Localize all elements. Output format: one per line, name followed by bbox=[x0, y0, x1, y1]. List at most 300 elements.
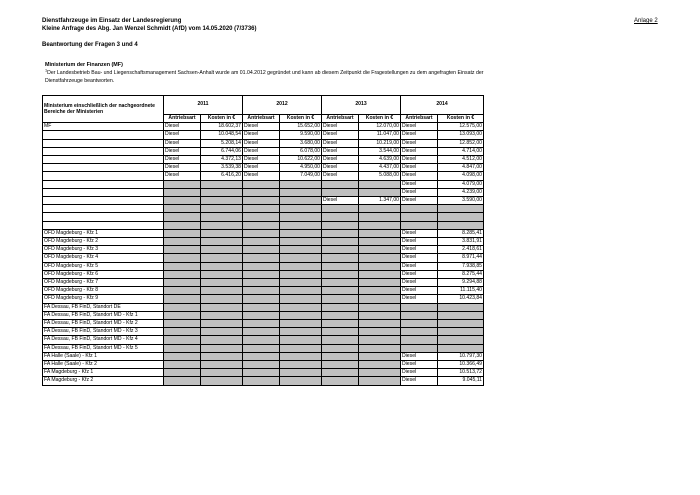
cost-cell: 8.971,44 bbox=[438, 254, 484, 262]
table-row bbox=[43, 377, 484, 385]
cost-cell: 7.938,85 bbox=[438, 262, 484, 270]
empty-cell bbox=[201, 188, 243, 196]
drive-type-cell: Diesel bbox=[322, 131, 359, 139]
empty-cell bbox=[164, 229, 201, 237]
row-label: FA Magdeburg - Kfz 1 bbox=[43, 369, 164, 377]
table-row bbox=[43, 188, 484, 196]
empty-cell bbox=[201, 213, 243, 221]
empty-cell bbox=[164, 336, 201, 344]
vehicle-cost-table bbox=[42, 95, 484, 386]
empty-cell bbox=[201, 369, 243, 377]
table-row bbox=[43, 238, 484, 246]
cost-cell: 2.418,61 bbox=[438, 246, 484, 254]
empty-cell bbox=[438, 221, 484, 229]
year-header: 2013 bbox=[322, 96, 401, 115]
table-row bbox=[43, 164, 484, 172]
cost-cell: 9.294,88 bbox=[438, 279, 484, 287]
empty-cell bbox=[280, 344, 322, 352]
cost-cell: 10.366,49 bbox=[438, 361, 484, 369]
empty-cell bbox=[438, 213, 484, 221]
empty-cell bbox=[164, 295, 201, 303]
empty-cell bbox=[359, 361, 401, 369]
footnote-body: Der Landesbetrieb Bau- und Liegenschaftsmanagement Sachsen-Anhalt wurde am 01.04.2012 gegründet und kann ab diesem Zeitpunkt die Fragestellungen zu dem angefragten Einsatz der Dienstfahrzeuge beantworten. bbox=[45, 70, 484, 84]
drive-type-cell: Diesel bbox=[401, 369, 438, 377]
empty-cell bbox=[322, 229, 359, 237]
drive-type-cell: Diesel bbox=[322, 139, 359, 147]
drive-type-cell: Diesel bbox=[401, 164, 438, 172]
cost-cell: 4.639,00 bbox=[359, 156, 401, 164]
table-row bbox=[43, 131, 484, 139]
empty-cell bbox=[243, 279, 280, 287]
empty-cell bbox=[164, 262, 201, 270]
empty-cell bbox=[280, 279, 322, 287]
cost-cell: 10.513,72 bbox=[438, 369, 484, 377]
empty-cell bbox=[322, 336, 359, 344]
cost-cell: 13.093,00 bbox=[438, 131, 484, 139]
empty-cell bbox=[243, 262, 280, 270]
empty-cell bbox=[401, 303, 438, 311]
table-row bbox=[43, 295, 484, 303]
empty-cell bbox=[359, 205, 401, 213]
table-row bbox=[43, 213, 484, 221]
empty-cell bbox=[164, 369, 201, 377]
empty-cell bbox=[280, 361, 322, 369]
cost-cell: 4.847,00 bbox=[438, 164, 484, 172]
row-label: OFD Magdeburg - Kfz 1 bbox=[43, 229, 164, 237]
cost-cell: 10.622,00 bbox=[280, 156, 322, 164]
cost-cell: 8.285,41 bbox=[438, 229, 484, 237]
empty-cell bbox=[280, 246, 322, 254]
cost-cell: 4.950,00 bbox=[280, 164, 322, 172]
drive-type-cell: Diesel bbox=[401, 270, 438, 278]
cost-cell: 12.852,00 bbox=[438, 139, 484, 147]
row-label: OFD Magdeburg - Kfz 3 bbox=[43, 246, 164, 254]
empty-cell bbox=[280, 311, 322, 319]
empty-cell bbox=[438, 311, 484, 319]
cost-cell: 1.347,00 bbox=[359, 197, 401, 205]
empty-cell bbox=[164, 180, 201, 188]
empty-cell bbox=[280, 188, 322, 196]
drive-type-header: Antriebsart bbox=[401, 115, 438, 123]
empty-cell bbox=[359, 369, 401, 377]
row-label: FA Dessau, FB FinD, Standort MD - Kfz 1 bbox=[43, 311, 164, 319]
empty-cell bbox=[243, 246, 280, 254]
empty-cell bbox=[201, 205, 243, 213]
drive-type-cell: Diesel bbox=[164, 164, 201, 172]
empty-cell bbox=[201, 287, 243, 295]
empty-cell bbox=[201, 361, 243, 369]
empty-cell bbox=[359, 336, 401, 344]
table-row bbox=[43, 361, 484, 369]
empty-cell bbox=[359, 188, 401, 196]
empty-cell bbox=[164, 344, 201, 352]
drive-type-cell: Diesel bbox=[243, 139, 280, 147]
cost-cell: 5.088,00 bbox=[359, 172, 401, 180]
empty-cell bbox=[280, 180, 322, 188]
empty-cell bbox=[243, 336, 280, 344]
empty-cell bbox=[243, 221, 280, 229]
table-row bbox=[43, 180, 484, 188]
empty-cell bbox=[280, 320, 322, 328]
empty-cell bbox=[322, 205, 359, 213]
empty-cell bbox=[164, 328, 201, 336]
row-label: OFD Magdeburg - Kfz 8 bbox=[43, 287, 164, 295]
empty-cell bbox=[201, 238, 243, 246]
empty-cell bbox=[359, 377, 401, 385]
cost-cell: 10.423,84 bbox=[438, 295, 484, 303]
empty-cell bbox=[280, 262, 322, 270]
empty-cell bbox=[201, 262, 243, 270]
empty-cell bbox=[359, 270, 401, 278]
row-label: OFD Magdeburg - Kfz 2 bbox=[43, 238, 164, 246]
drive-type-cell: Diesel bbox=[401, 377, 438, 385]
empty-cell bbox=[243, 188, 280, 196]
drive-type-cell: Diesel bbox=[322, 164, 359, 172]
empty-cell bbox=[322, 361, 359, 369]
empty-cell bbox=[322, 287, 359, 295]
empty-cell bbox=[201, 279, 243, 287]
drive-type-header: Antriebsart bbox=[164, 115, 201, 123]
row-label: OFD Magdeburg - Kfz 9 bbox=[43, 295, 164, 303]
row-label bbox=[43, 188, 164, 196]
drive-type-cell: Diesel bbox=[243, 123, 280, 131]
table-row bbox=[43, 147, 484, 155]
empty-cell bbox=[201, 352, 243, 360]
empty-cell bbox=[243, 238, 280, 246]
table-row bbox=[43, 172, 484, 180]
empty-cell bbox=[438, 205, 484, 213]
empty-cell bbox=[164, 238, 201, 246]
drive-type-cell: Diesel bbox=[243, 147, 280, 155]
empty-cell bbox=[359, 295, 401, 303]
table-row bbox=[43, 205, 484, 213]
drive-type-cell: Diesel bbox=[164, 147, 201, 155]
empty-cell bbox=[280, 377, 322, 385]
cost-cell: 9.045,11 bbox=[438, 377, 484, 385]
row-label: FA Dessau, FB FinD, Standort MD - Kfz 3 bbox=[43, 328, 164, 336]
empty-cell bbox=[164, 221, 201, 229]
empty-cell bbox=[438, 328, 484, 336]
drive-type-cell: Diesel bbox=[243, 172, 280, 180]
empty-cell bbox=[280, 328, 322, 336]
empty-cell bbox=[322, 213, 359, 221]
empty-cell bbox=[164, 188, 201, 196]
drive-type-cell: Diesel bbox=[322, 156, 359, 164]
empty-cell bbox=[280, 238, 322, 246]
cost-cell: 11.115,40 bbox=[438, 287, 484, 295]
cost-cell: 7.049,00 bbox=[280, 172, 322, 180]
table-row bbox=[43, 320, 484, 328]
empty-cell bbox=[359, 303, 401, 311]
empty-cell bbox=[322, 369, 359, 377]
year-header: 2014 bbox=[401, 96, 484, 115]
year-header: 2011 bbox=[164, 96, 243, 115]
empty-cell bbox=[280, 303, 322, 311]
empty-cell bbox=[243, 303, 280, 311]
empty-cell bbox=[322, 303, 359, 311]
empty-cell bbox=[201, 254, 243, 262]
empty-cell bbox=[243, 328, 280, 336]
row-label: MF bbox=[43, 123, 164, 131]
empty-cell bbox=[359, 352, 401, 360]
empty-cell bbox=[280, 369, 322, 377]
empty-cell bbox=[359, 221, 401, 229]
empty-cell bbox=[359, 287, 401, 295]
empty-cell bbox=[359, 254, 401, 262]
drive-type-cell: Diesel bbox=[164, 156, 201, 164]
drive-type-cell: Diesel bbox=[401, 172, 438, 180]
table-row bbox=[43, 123, 484, 131]
cost-cell: 4.079,00 bbox=[438, 180, 484, 188]
cost-cell: 3.831,91 bbox=[438, 238, 484, 246]
table-row bbox=[43, 352, 484, 360]
empty-cell bbox=[164, 361, 201, 369]
drive-type-cell: Diesel bbox=[401, 131, 438, 139]
empty-cell bbox=[322, 377, 359, 385]
empty-cell bbox=[201, 344, 243, 352]
empty-cell bbox=[322, 344, 359, 352]
drive-type-cell: Diesel bbox=[401, 197, 438, 205]
drive-type-cell: Diesel bbox=[401, 147, 438, 155]
empty-cell bbox=[322, 311, 359, 319]
cost-cell: 5.208,14 bbox=[201, 139, 243, 147]
empty-cell bbox=[401, 221, 438, 229]
cost-cell: 4.239,00 bbox=[438, 188, 484, 196]
table-row bbox=[43, 344, 484, 352]
row-label: FA Halle (Saale) - Kfz 1 bbox=[43, 352, 164, 360]
empty-cell bbox=[243, 295, 280, 303]
empty-cell bbox=[243, 352, 280, 360]
empty-cell bbox=[401, 213, 438, 221]
drive-type-cell: Diesel bbox=[401, 287, 438, 295]
cost-cell: 3.680,00 bbox=[280, 139, 322, 147]
empty-cell bbox=[280, 336, 322, 344]
table-body bbox=[43, 123, 484, 385]
cost-cell: 3.590,00 bbox=[438, 197, 484, 205]
empty-cell bbox=[359, 320, 401, 328]
drive-type-cell: Diesel bbox=[401, 262, 438, 270]
empty-cell bbox=[201, 221, 243, 229]
drive-type-cell: Diesel bbox=[401, 188, 438, 196]
empty-cell bbox=[438, 320, 484, 328]
empty-cell bbox=[280, 254, 322, 262]
cost-cell: 4.512,00 bbox=[438, 156, 484, 164]
row-label bbox=[43, 172, 164, 180]
cost-cell: 6.078,00 bbox=[280, 147, 322, 155]
drive-type-cell: Diesel bbox=[401, 352, 438, 360]
empty-cell bbox=[359, 328, 401, 336]
drive-type-cell: Diesel bbox=[401, 254, 438, 262]
cost-cell: 10.219,00 bbox=[359, 139, 401, 147]
cost-cell: 4.714,00 bbox=[438, 147, 484, 155]
empty-cell bbox=[359, 180, 401, 188]
row-label: FA Dessau, FB FinD, Standort MD - Kfz 4 bbox=[43, 336, 164, 344]
table-row bbox=[43, 369, 484, 377]
cost-header: Kosten in € bbox=[201, 115, 243, 123]
drive-type-cell: Diesel bbox=[164, 123, 201, 131]
empty-cell bbox=[201, 197, 243, 205]
drive-type-cell: Diesel bbox=[164, 172, 201, 180]
drive-type-cell: Diesel bbox=[401, 156, 438, 164]
row-label bbox=[43, 180, 164, 188]
empty-cell bbox=[164, 287, 201, 295]
empty-cell bbox=[359, 262, 401, 270]
cost-header: Kosten in € bbox=[359, 115, 401, 123]
table-row bbox=[43, 311, 484, 319]
empty-cell bbox=[201, 377, 243, 385]
empty-cell bbox=[359, 246, 401, 254]
ministry-heading: Ministerium der Finanzen (MF) bbox=[45, 62, 123, 68]
empty-cell bbox=[201, 270, 243, 278]
empty-cell bbox=[243, 254, 280, 262]
table-row bbox=[43, 303, 484, 311]
drive-type-cell: Diesel bbox=[401, 361, 438, 369]
row-label bbox=[43, 147, 164, 155]
empty-cell bbox=[243, 320, 280, 328]
table-row bbox=[43, 262, 484, 270]
empty-cell bbox=[243, 229, 280, 237]
empty-cell bbox=[280, 205, 322, 213]
footnote-text bbox=[45, 70, 485, 85]
drive-type-header: Antriebsart bbox=[243, 115, 280, 123]
drive-type-cell: Diesel bbox=[322, 123, 359, 131]
row-label: FA Dessau, FB FinD, Standort DE bbox=[43, 303, 164, 311]
drive-type-cell: Diesel bbox=[322, 197, 359, 205]
table-row bbox=[43, 254, 484, 262]
drive-type-cell: Diesel bbox=[401, 246, 438, 254]
cost-cell: 8.275,44 bbox=[438, 270, 484, 278]
empty-cell bbox=[243, 270, 280, 278]
table-row bbox=[43, 279, 484, 287]
row-label: FA Dessau, FB FinD, Standort MD - Kfz 2 bbox=[43, 320, 164, 328]
table-row bbox=[43, 328, 484, 336]
empty-cell bbox=[401, 344, 438, 352]
table-row bbox=[43, 336, 484, 344]
empty-cell bbox=[359, 344, 401, 352]
cost-cell: 4.372,13 bbox=[201, 156, 243, 164]
drive-type-cell: Diesel bbox=[401, 180, 438, 188]
empty-cell bbox=[280, 287, 322, 295]
cost-cell: 4.098,00 bbox=[438, 172, 484, 180]
empty-cell bbox=[438, 344, 484, 352]
cost-cell: 11.047,00 bbox=[359, 131, 401, 139]
table-row bbox=[43, 229, 484, 237]
empty-cell bbox=[359, 229, 401, 237]
empty-cell bbox=[164, 311, 201, 319]
drive-type-cell: Diesel bbox=[401, 229, 438, 237]
drive-type-cell: Diesel bbox=[401, 295, 438, 303]
empty-cell bbox=[243, 311, 280, 319]
empty-cell bbox=[201, 303, 243, 311]
empty-cell bbox=[401, 336, 438, 344]
empty-cell bbox=[359, 311, 401, 319]
table-row bbox=[43, 197, 484, 205]
row-label bbox=[43, 131, 164, 139]
drive-type-cell: Diesel bbox=[164, 139, 201, 147]
row-label: OFD Magdeburg - Kfz 6 bbox=[43, 270, 164, 278]
empty-cell bbox=[201, 295, 243, 303]
drive-type-cell: Diesel bbox=[401, 279, 438, 287]
row-label bbox=[43, 139, 164, 147]
empty-cell bbox=[401, 320, 438, 328]
row-label: FA Dessau, FB FinD, Standort MD - Kfz 5 bbox=[43, 344, 164, 352]
attachment-label: Anlage 2 bbox=[634, 18, 658, 24]
row-label bbox=[43, 221, 164, 229]
empty-cell bbox=[164, 197, 201, 205]
empty-cell bbox=[280, 213, 322, 221]
empty-cell bbox=[243, 180, 280, 188]
footnote-marker: 1 bbox=[45, 68, 48, 73]
table-row bbox=[43, 270, 484, 278]
empty-cell bbox=[322, 295, 359, 303]
empty-cell bbox=[401, 205, 438, 213]
table-row bbox=[43, 156, 484, 164]
empty-cell bbox=[201, 328, 243, 336]
empty-cell bbox=[164, 246, 201, 254]
drive-type-cell: Diesel bbox=[243, 131, 280, 139]
cost-cell: 3.539,38 bbox=[201, 164, 243, 172]
empty-cell bbox=[164, 213, 201, 221]
empty-cell bbox=[201, 229, 243, 237]
empty-cell bbox=[280, 197, 322, 205]
row-label bbox=[43, 164, 164, 172]
document-title: Dienstfahrzeuge im Einsatz der Landesregierung bbox=[42, 18, 182, 24]
empty-cell bbox=[280, 229, 322, 237]
empty-cell bbox=[164, 352, 201, 360]
table-row bbox=[43, 287, 484, 295]
empty-cell bbox=[322, 352, 359, 360]
empty-cell bbox=[322, 270, 359, 278]
empty-cell bbox=[322, 320, 359, 328]
drive-type-cell: Diesel bbox=[243, 164, 280, 172]
cost-cell: 12.575,00 bbox=[438, 123, 484, 131]
drive-type-cell: Diesel bbox=[401, 238, 438, 246]
cost-cell: 3.544,00 bbox=[359, 147, 401, 155]
empty-cell bbox=[164, 320, 201, 328]
cost-cell: 6.416,20 bbox=[201, 172, 243, 180]
empty-cell bbox=[243, 361, 280, 369]
empty-cell bbox=[201, 180, 243, 188]
empty-cell bbox=[322, 188, 359, 196]
cost-cell: 4.437,00 bbox=[359, 164, 401, 172]
cost-cell: 10.797,30 bbox=[438, 352, 484, 360]
empty-cell bbox=[438, 336, 484, 344]
empty-cell bbox=[280, 270, 322, 278]
row-label bbox=[43, 213, 164, 221]
empty-cell bbox=[201, 311, 243, 319]
inquiry-reference: Kleine Anfrage des Abg. Jan Wenzel Schmidt (AfD) vom 14.05.2020 (7/3736) bbox=[42, 26, 257, 32]
empty-cell bbox=[243, 205, 280, 213]
cost-cell: 18.602,37 bbox=[201, 123, 243, 131]
empty-cell bbox=[359, 213, 401, 221]
empty-cell bbox=[243, 344, 280, 352]
empty-cell bbox=[438, 303, 484, 311]
row-label: OFD Magdeburg - Kfz 5 bbox=[43, 262, 164, 270]
row-label: OFD Magdeburg - Kfz 7 bbox=[43, 279, 164, 287]
empty-cell bbox=[280, 295, 322, 303]
empty-cell bbox=[322, 238, 359, 246]
drive-type-cell: Diesel bbox=[401, 139, 438, 147]
table-row bbox=[43, 246, 484, 254]
row-label bbox=[43, 156, 164, 164]
empty-cell bbox=[322, 328, 359, 336]
cost-header: Kosten in € bbox=[280, 115, 322, 123]
empty-cell bbox=[322, 262, 359, 270]
empty-cell bbox=[243, 377, 280, 385]
empty-cell bbox=[243, 369, 280, 377]
table-row bbox=[43, 139, 484, 147]
empty-cell bbox=[164, 279, 201, 287]
